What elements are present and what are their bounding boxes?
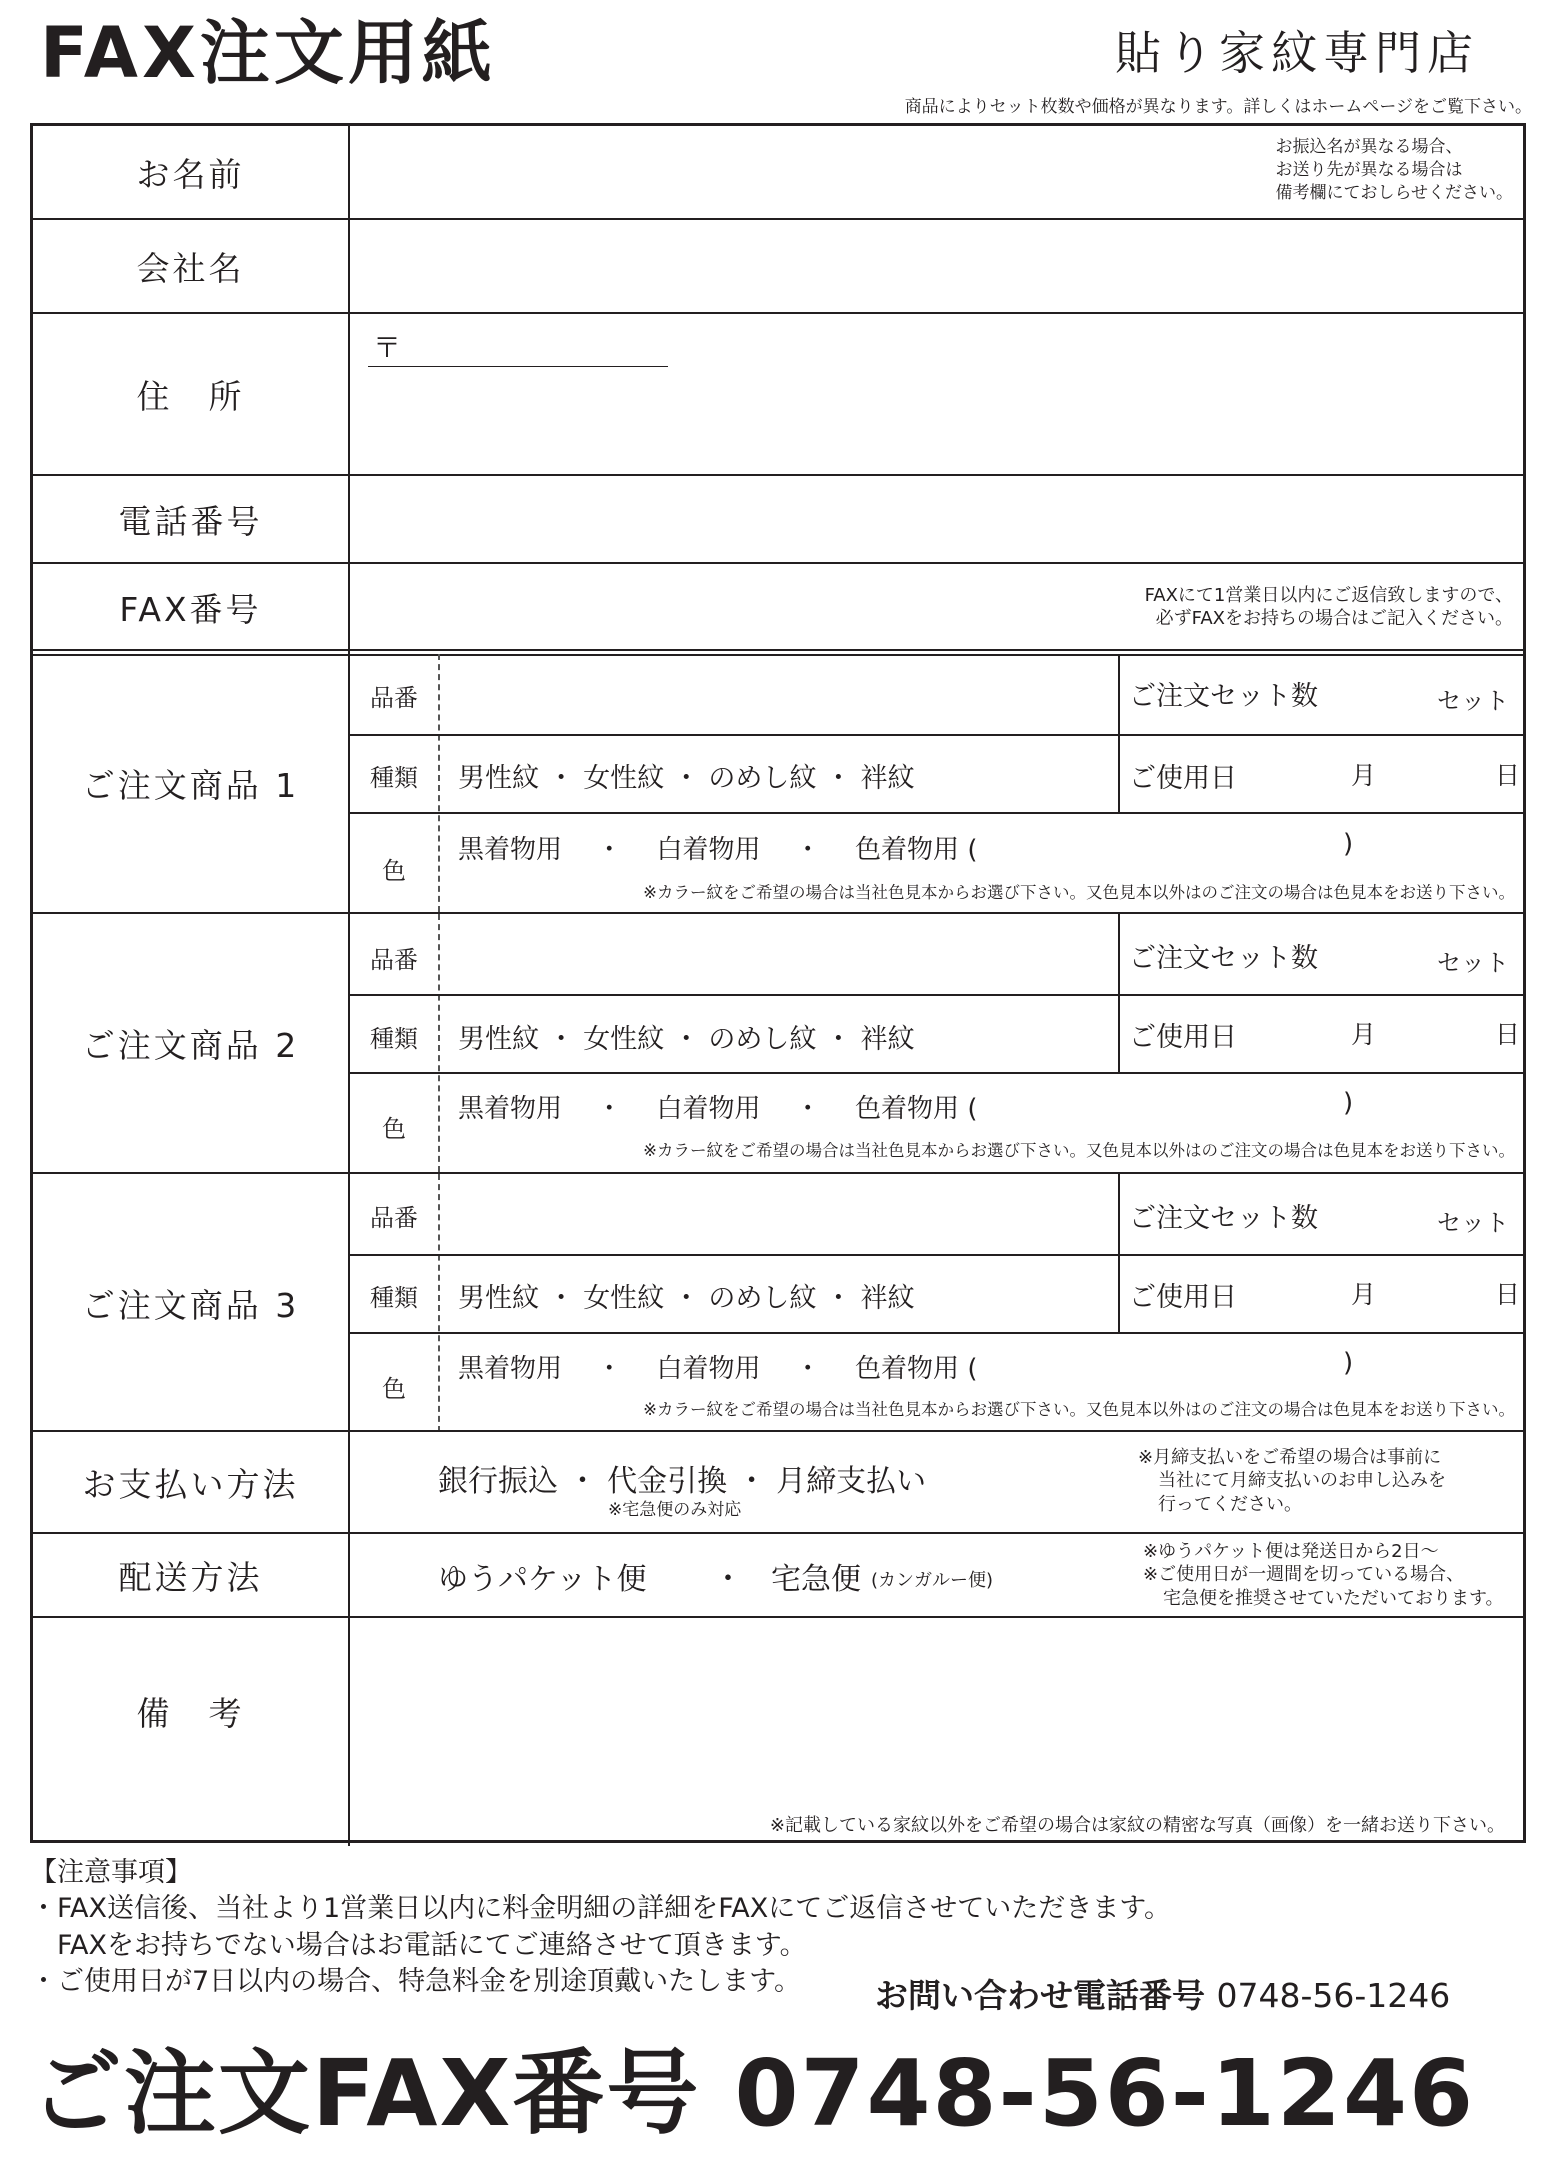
shipping-separator: ・ xyxy=(713,1562,743,1597)
type-label: 種類 xyxy=(370,1025,418,1053)
notice-line: ・FAX送信後、当社より1営業日以内に料金明細の詳細をFAXにてご返信させていただきます。 xyxy=(30,1893,1172,1925)
remarks-field[interactable] xyxy=(350,1618,1523,1798)
color-options[interactable]: 黒着物用 ・ 白着物用 ・ 色着物用 ( xyxy=(458,1094,978,1124)
divider xyxy=(348,994,1523,996)
company-label: 会社名 xyxy=(136,248,245,288)
notice-line: ・ご使用日が7日以内の場合、特急料金を別途頂戴いたします。 xyxy=(30,1966,802,1998)
use-date-label: ご使用日 xyxy=(1129,1022,1237,1053)
fax-label: FAX番号 xyxy=(119,589,262,629)
shipping-label: 配送方法 xyxy=(118,1557,263,1597)
shop-name: 貼り家紋専門店 xyxy=(1115,26,1479,80)
type-options[interactable]: 男性紋 ・ 女性紋 ・ のめし紋 ・ 袢紋 xyxy=(458,1024,915,1055)
color-options[interactable]: 黒着物用 ・ 白着物用 ・ 色着物用 ( xyxy=(458,1354,978,1384)
divider xyxy=(1118,654,1120,812)
shipping-note-line: ※ご使用日が一週間を切っている場合、 xyxy=(1143,1564,1465,1586)
type-label: 種類 xyxy=(370,764,418,792)
dashed-divider xyxy=(438,1174,440,1432)
close-paren: ) xyxy=(1343,1348,1354,1378)
name-note-line: 備考欄にておしらせください。 xyxy=(1275,182,1513,203)
day-label: 日 xyxy=(1495,1020,1521,1049)
name-note xyxy=(1276,136,1514,205)
contact-number[interactable]: 0748-56-1246 xyxy=(1216,1976,1451,2015)
name-note-line: お送り先が異なる場合は xyxy=(1275,159,1463,180)
shipping-option-2-sub: (カンガルー便) xyxy=(871,1570,994,1591)
order-1-label: ご注文商品 1 xyxy=(81,765,300,805)
company-field[interactable] xyxy=(350,220,1523,312)
order-form xyxy=(30,123,1526,1843)
fax-note-line: 必ずFAXをお持ちの場合はご記入ください。 xyxy=(1155,608,1513,630)
phone-label: 電話番号 xyxy=(118,501,263,541)
month-label: 月 xyxy=(1351,1280,1377,1309)
item-no-label: 品番 xyxy=(370,1204,418,1232)
remarks-note: ※記載している家紋以外をご希望の場合は家紋の精密な写真（画像）を一緒お送り下さい。 xyxy=(769,1815,1505,1836)
order-fax-label: ご注文FAX番号 xyxy=(30,2040,701,2147)
use-date-label: ご使用日 xyxy=(1129,763,1237,794)
shipping-option-1[interactable]: ゆうパケット便 xyxy=(438,1562,647,1597)
divider xyxy=(348,1072,1523,1074)
order-fax-number xyxy=(30,2040,1475,2147)
divider xyxy=(1118,914,1120,1072)
type-options[interactable]: 男性紋 ・ 女性紋 ・ のめし紋 ・ 袢紋 xyxy=(458,763,915,794)
set-unit: セット xyxy=(1437,1209,1509,1237)
dashed-divider xyxy=(438,654,440,912)
dashed-divider xyxy=(438,914,440,1172)
color-label: 色 xyxy=(382,857,406,885)
payment-note xyxy=(1138,1446,1446,1516)
notice-line: FAXをお持ちでない場合はお電話にてご連絡させて頂きます。 xyxy=(30,1929,807,1961)
set-unit: セット xyxy=(1437,687,1509,715)
fax-note xyxy=(1145,584,1513,631)
payment-label: お支払い方法 xyxy=(82,1464,299,1504)
remarks-label: 備 考 xyxy=(136,1693,245,1733)
contact-label: お問い合わせ電話番号 xyxy=(875,1976,1205,2015)
day-label: 日 xyxy=(1495,1280,1521,1309)
color-label: 色 xyxy=(382,1115,406,1143)
address-label: 住 所 xyxy=(136,376,245,416)
set-count-label: ご注文セット数 xyxy=(1129,681,1318,712)
name-note-line: お振込名が異なる場合、 xyxy=(1275,137,1463,157)
order-2-label: ご注文商品 2 xyxy=(81,1025,300,1065)
fax-note-line: FAXにて1営業日以内にご返信致しますので、 xyxy=(1144,585,1513,606)
notices-heading: 【注意事項】 xyxy=(30,1857,192,1888)
payment-note-line: 行ってください。 xyxy=(1158,1493,1302,1515)
page-title: FAX注文用紙 xyxy=(40,12,496,94)
address-field[interactable] xyxy=(350,314,1523,474)
shipping-note-line: 宅急便を推奨させていただいております。 xyxy=(1163,1587,1504,1609)
divider xyxy=(348,1332,1523,1334)
month-label: 月 xyxy=(1351,1020,1377,1049)
day-label: 日 xyxy=(1495,761,1521,790)
divider xyxy=(348,812,1523,814)
shipping-option-2[interactable]: 宅急便 xyxy=(771,1562,861,1597)
set-count-label: ご注文セット数 xyxy=(1129,1203,1318,1234)
color-label: 色 xyxy=(382,1375,406,1403)
postal-mark: 〒 xyxy=(373,331,402,364)
shipping-note xyxy=(1143,1540,1504,1610)
order-3-label: ご注文商品 3 xyxy=(81,1285,300,1325)
color-note: ※カラー紋をご希望の場合は当社色見本からお選び下さい。又色見本以外はのご注文の場合は色見本をお送り下さい。 xyxy=(643,883,1515,902)
color-note: ※カラー紋をご希望の場合は当社色見本からお選び下さい。又色見本以外はのご注文の場合は色見本をお送り下さい。 xyxy=(643,1141,1515,1160)
set-unit: セット xyxy=(1437,949,1509,977)
order-fax-value[interactable]: 0748-56-1246 xyxy=(734,2040,1475,2147)
set-count-label: ご注文セット数 xyxy=(1129,943,1318,974)
payment-note-line: 当社にて月締支払いのお申し込みを xyxy=(1158,1470,1446,1492)
item-no-field[interactable] xyxy=(441,1174,1117,1254)
item-no-label: 品番 xyxy=(370,946,418,974)
divider xyxy=(1118,1174,1120,1332)
item-no-field[interactable] xyxy=(441,654,1117,734)
payment-sub-note: ※宅急便のみ対応 xyxy=(608,1500,742,1520)
payment-note-line: ※月締支払いをご希望の場合は事前に xyxy=(1138,1447,1442,1468)
shipping-note-line: ※ゆうパケット便は発送日から2日～ xyxy=(1143,1541,1439,1562)
color-options[interactable]: 黒着物用 ・ 白着物用 ・ 色着物用 ( xyxy=(458,835,978,865)
month-label: 月 xyxy=(1351,761,1377,790)
contact-phone xyxy=(875,1970,1450,2017)
color-note: ※カラー紋をご希望の場合は当社色見本からお選び下さい。又色見本以外はのご注文の場合は色見本をお送り下さい。 xyxy=(643,1400,1515,1419)
type-options[interactable]: 男性紋 ・ 女性紋 ・ のめし紋 ・ 袢紋 xyxy=(458,1283,915,1314)
item-no-label: 品番 xyxy=(370,684,418,712)
phone-field[interactable] xyxy=(350,476,1523,562)
shop-note: 商品によりセット枚数や価格が異なります。詳しくはホームページをご覧下さい。 xyxy=(904,97,1532,117)
type-label: 種類 xyxy=(370,1284,418,1312)
payment-options[interactable]: 銀行振込 ・ 代金引換 ・ 月締支払い xyxy=(438,1464,927,1499)
divider xyxy=(348,1254,1523,1256)
name-label: お名前 xyxy=(136,154,245,194)
use-date-label: ご使用日 xyxy=(1129,1282,1237,1313)
divider xyxy=(348,734,1523,736)
close-paren: ) xyxy=(1343,1088,1354,1118)
item-no-field[interactable] xyxy=(441,914,1117,994)
close-paren: ) xyxy=(1343,829,1354,859)
